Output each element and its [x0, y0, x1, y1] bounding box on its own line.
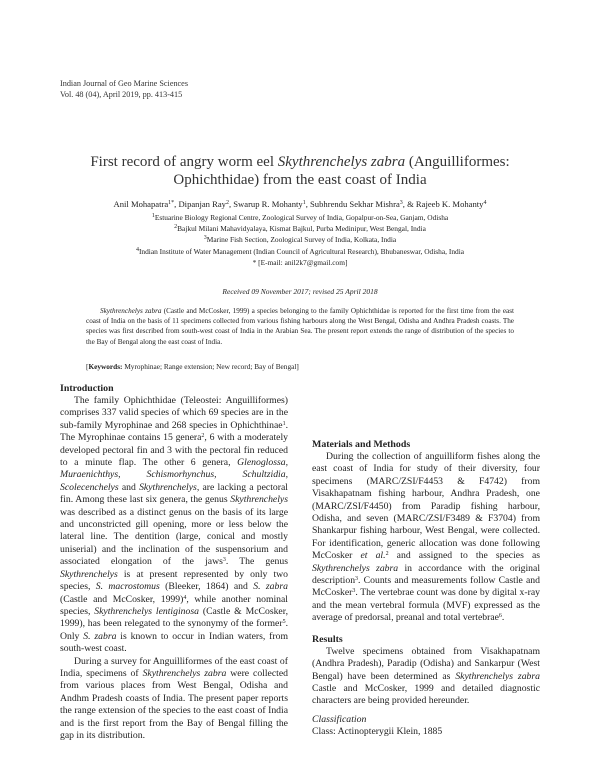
paper-title	[60, 153, 540, 189]
title-part-1: First record of angry worm eel	[90, 154, 278, 170]
abstract-text: (Castle and McCosker, 1999) a species belonging to the family Ophichthidae is reported for the first time from the east coast of India on the basis of 11 specimens collected from various fishing harbours along the West Bengal, Odisha and Andhra Pradesh coasts. The species was first described from south-west coast of India in the Arabian Sea. The present report extends the range of distribution of the species to the Bay of Bengal along the east coast of India.	[86, 307, 515, 346]
introduction-heading: Introduction	[60, 383, 114, 394]
author-name: Subhrendu Sekhar Mishra	[310, 199, 400, 209]
author-affiliation-mark: 2	[225, 200, 229, 206]
affiliation	[60, 223, 540, 234]
keywords-text: Myrophinae; Range extension; New record; Bay of Bengal]	[122, 362, 299, 371]
classification-heading: Classification	[312, 713, 367, 725]
abstract	[86, 306, 514, 347]
affiliation	[60, 246, 540, 257]
affiliation-text: Estuarine Biology Regional Centre, Zoological Survey of India, Gopalpur-on-Sea, Ganjam, Odisha	[154, 213, 449, 222]
keywords-label: Keywords:	[88, 362, 123, 371]
author-affiliation-mark: 3	[399, 200, 403, 206]
author-name: Swarup R. Mohanty	[233, 199, 303, 209]
affiliation-mark: 4	[135, 246, 139, 253]
affiliation	[60, 234, 540, 245]
right-column	[312, 382, 540, 739]
corresponding-email: * [E-mail: anil2k7@gmail.com]	[252, 257, 348, 267]
methods-heading: Materials and Methods	[312, 439, 411, 450]
author-affiliation-mark: 1*	[168, 200, 175, 206]
author-name: Dipanjan Ray	[178, 199, 226, 209]
results-paragraph: Twelve specimens obtained from Visakhapatnam (Andhra Pradesh), Paradip (Odisha) and Sankarpur (West Bengal) have been determined as Skythrenchelys zabra Castle and McCosker, 1999 and detailed diagnostic characters are being provided hereunder.	[312, 645, 541, 707]
results-heading: Results	[312, 633, 343, 645]
author-name: Rajeeb K. Mohanty	[415, 199, 484, 209]
left-column	[60, 382, 288, 742]
methods-paragraph: During the collection of anguilliform fishes along the east coast of India for study of their diversity, four specimens (MARC/ZSI/F4453 & F4742) from Visakhapatnam fishing harbour, Andhra Pradesh, one (MARC/ZSI/F4450) from Paradip fishing harbour, Odisha, and seven (MARC/ZSI/F3489 & F3704) from Shankarpur fishing harbour, West Bengal, were collected. For identification, generic allocation was done following McCosker et al.$^2$ and assigned to the species as Skythrenchelys zabra in accordance with the original description$^3$. Counts and measurements follow Castle and McCosker$^3$. The vertebrae count was done by digital x-ray and the mean vertebral formula (MVF) expressed as the average of predorsal, preanal and total vertebrae$^6$.	[312, 451, 541, 624]
introduction-paragraph-2: During a survey for Anguilliformes of the east coast of India, specimens of Skythrenchelys zabra were collected from various places from West Bengal, Odisha and Andhm Pradesh coasts of India. The present paper reports the range extension of the species to the east coast of India and is the first report from the Bay of Bengal filling the gap in its distribution.	[60, 655, 288, 741]
journal-issue: Vol. 48 (04), April 2019, pp. 413-415	[60, 90, 183, 99]
affiliation-mark: 3	[203, 235, 207, 242]
title-species: Skythrenchelys zabra	[277, 154, 406, 170]
journal-name: Indian Journal of Geo Marine Sciences	[60, 79, 189, 88]
keywords	[86, 362, 514, 372]
section-gap	[312, 625, 540, 633]
affiliation	[60, 212, 540, 223]
author-name: Anil Mohapatra	[113, 199, 169, 209]
received-dates: Received 09 November 2017; revised 25 April 2018	[222, 287, 378, 296]
journal-header	[60, 78, 188, 100]
author-list: Anil Mohapatra$^{1*}$, Dipanjan Ray$^2$, Swarup R. Mohanty$^1$, Subhrendu Sekhar Mishra$^3$, & Rajeeb K. Mohanty$^4$	[113, 199, 487, 209]
abstract-species: Skythrenchelys zabra	[100, 307, 162, 315]
affiliation-text: Indian Institute of Water Management (Indian Council of Agricultural Research), Bhubaneswar, Odisha, India	[138, 246, 465, 256]
title-part-2: (Anguilliformes: Ophichthidae) from the east coast of India	[173, 154, 510, 188]
affiliation-mark: 1	[151, 213, 155, 219]
affiliation-text: Marine Fish Section, Zoological Survey of India, Kolkata, India	[206, 235, 397, 245]
affiliation-text: Bajkul Milani Mahavidyalaya, Kismat Bajkul, Purba Medinipur, West Bengal, India	[177, 224, 426, 234]
column-continuation-spacer	[312, 382, 540, 438]
author-affiliation-mark: 1	[302, 200, 306, 206]
classification-text: Class: Actinopterygii Klein, 1885	[312, 726, 443, 738]
affiliations	[60, 212, 540, 268]
author-affiliation-mark: 4	[483, 200, 487, 206]
affiliation-mark: 2	[174, 224, 178, 231]
keywords-bracket: [	[86, 362, 89, 371]
introduction-paragraph-1: The family Ophichthidae (Teleostei: Anguilliformes) comprises 337 valid species of which 69 species are in the sub-family Myrophinae and 268 species in Ophichthinae$^1$. The Myrophinae contains 15 genera$^2$, 6 with a moderately developed pectoral fin and 3 with the pectoral fin reduced to a minute flap. The other 6 genera, Glenoglossa, Muraenichthys, Schismorhynchus, Schultzidia, Scolecenchelys and Skythrenchelys, are lacking a pectoral fin. Among these last six genera, the genus Skythrenchelys was described as a distinct genus on the basis of its large and unconstricted gill opening, more or less below the lateral line. The dentition (large, conical and mostly uniserial) and the inclination of the suspensorium and associated elongation of the jaws$^3$. The genus Skythrenchelys is at present represented by only two species, S. macrostomus (Bleeker, 1864) and S. zabra (Castle and McCosker, 1999)$^4$, while another nominal species, Skythrenchelys lentiginosa (Castle & McCosker, 1999), has been relegated to the synonymy of the former$^5$. Only S. zabra is known to occur in Indian waters, from south-west coast.	[60, 395, 289, 655]
